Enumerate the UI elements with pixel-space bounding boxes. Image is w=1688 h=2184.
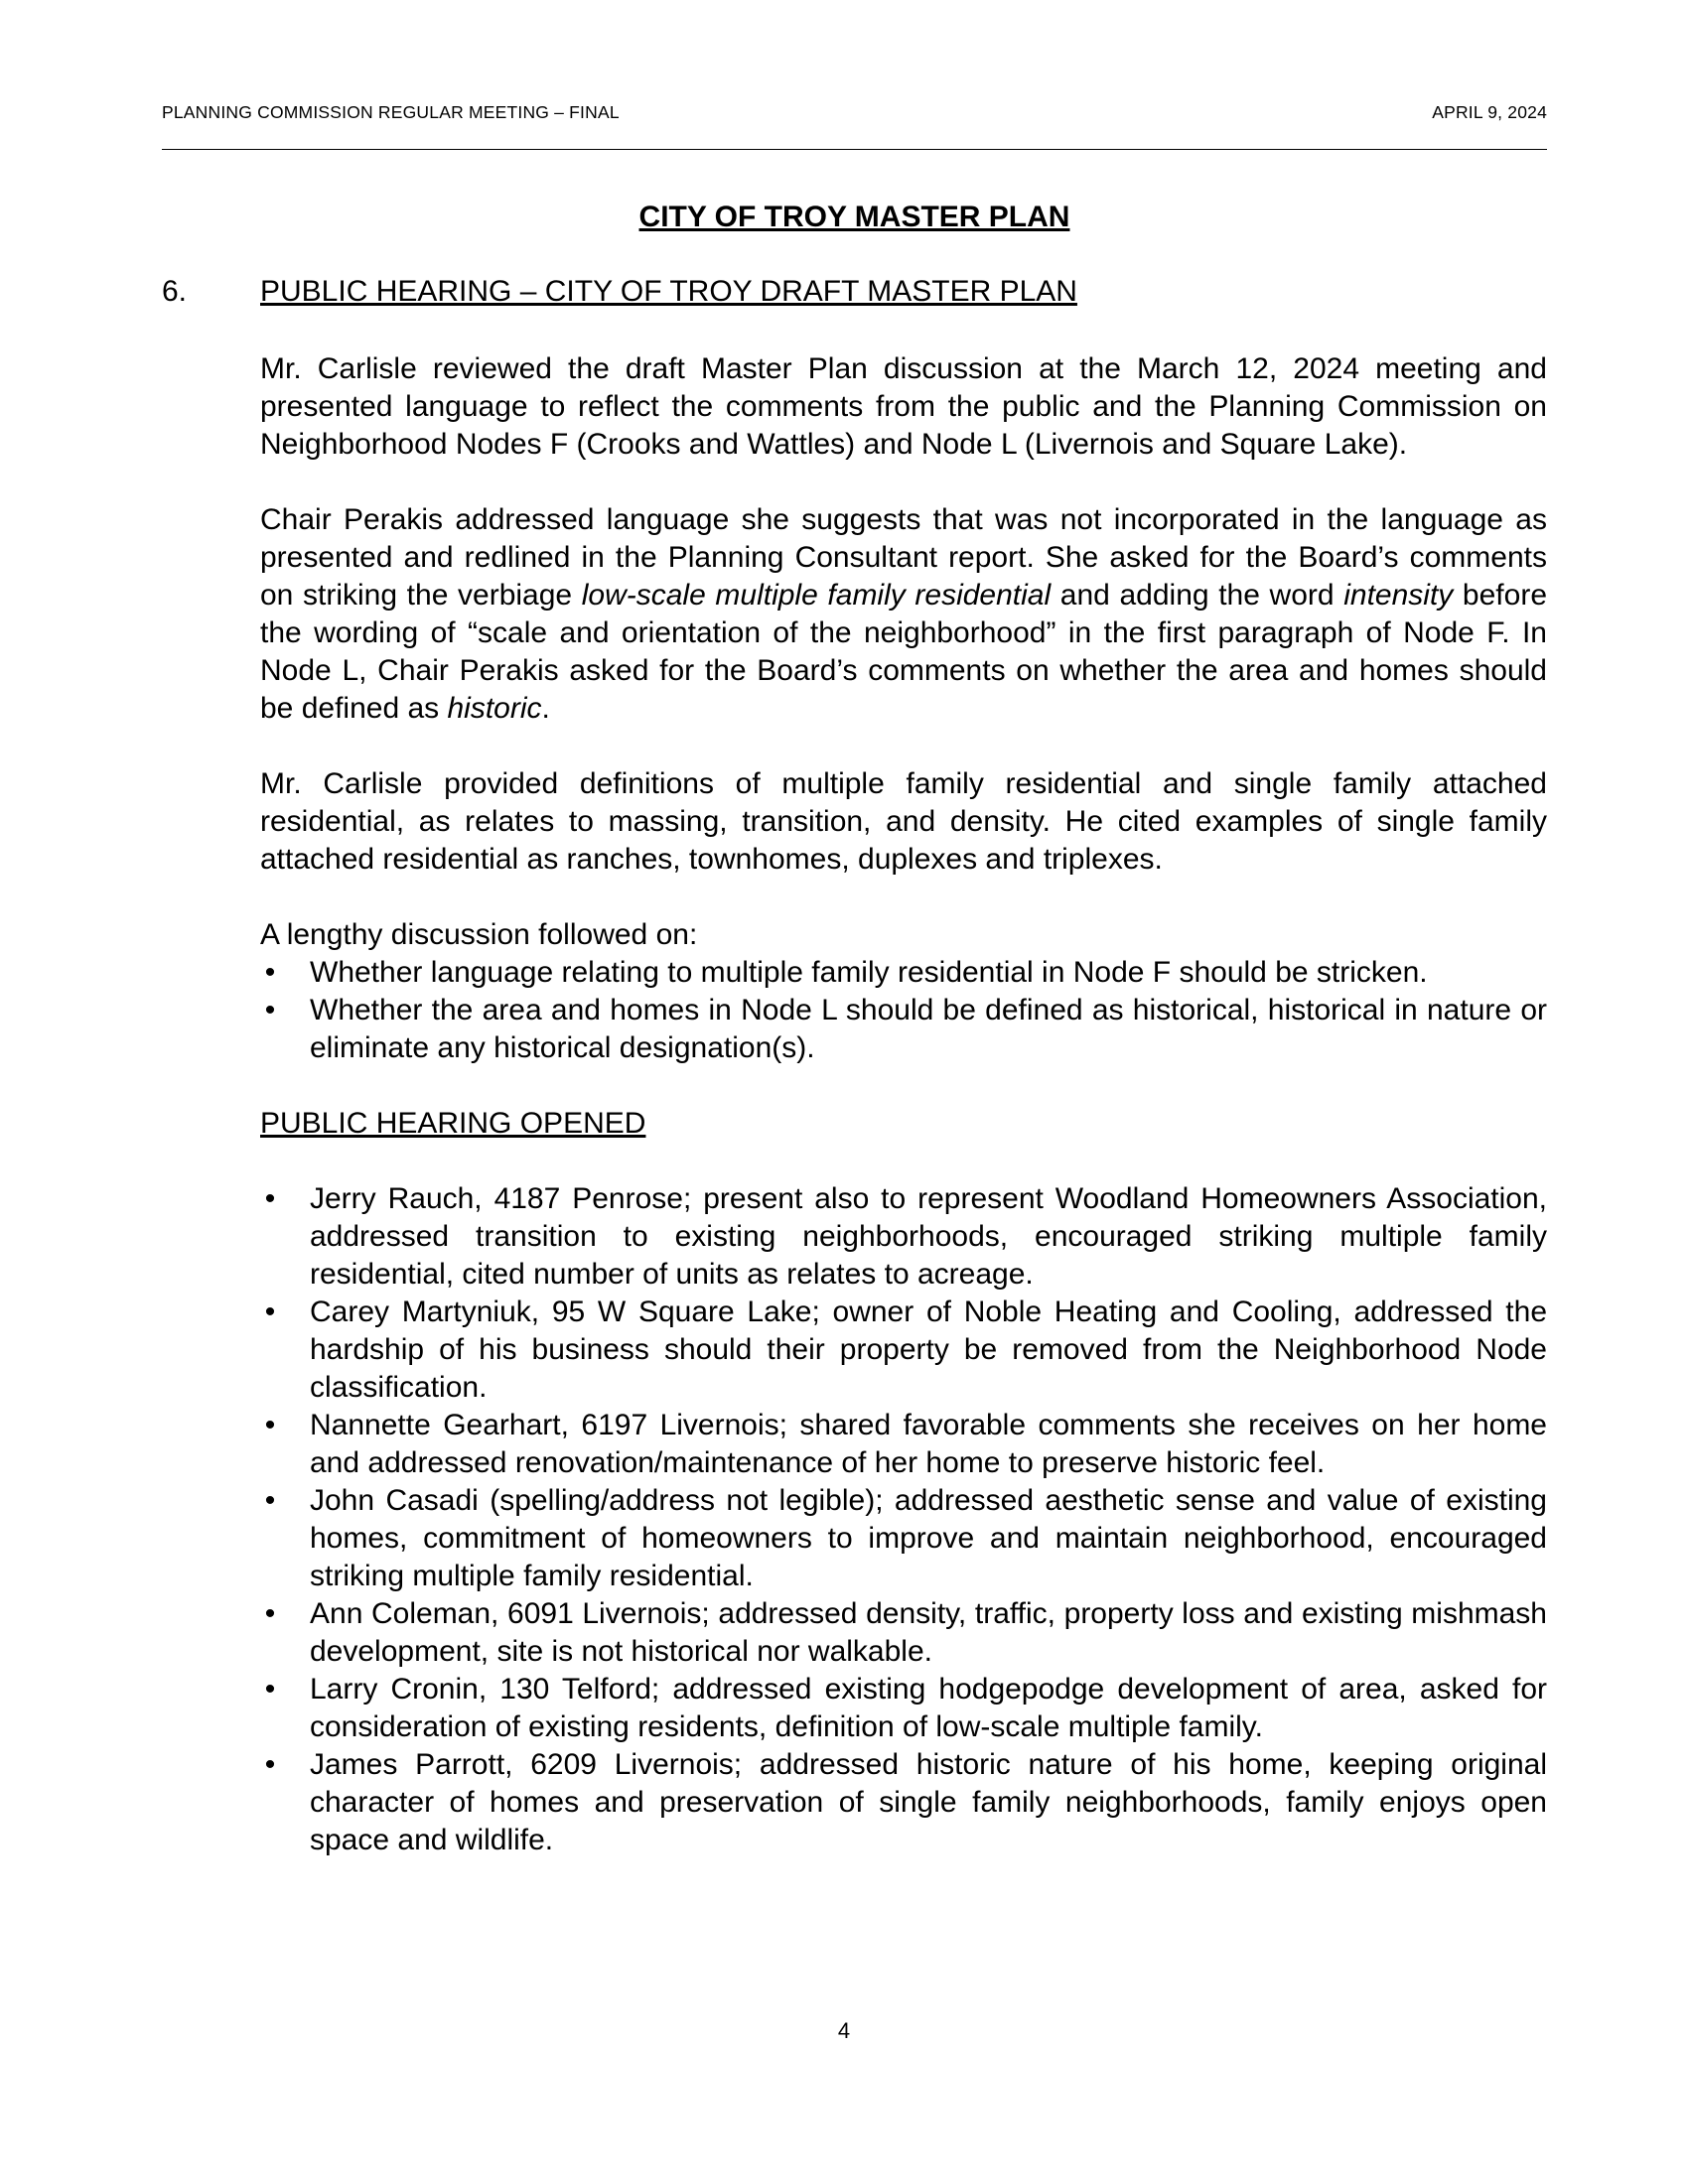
discussion-list xyxy=(260,954,1547,1067)
italic-text-run: intensity xyxy=(1343,579,1454,612)
list-item-text: Carey Martyniuk, 95 W Square Lake; owner of Noble Heating and Cooling, addressed the hardship of his business should their property be removed from the Neighborhood Node classification. xyxy=(310,1296,1547,1404)
public-hearing-heading: PUBLIC HEARING OPENED xyxy=(260,1107,646,1140)
italic-text-run: low-scale multiple family residential xyxy=(581,579,1052,612)
paragraph-review: Mr. Carlisle reviewed the draft Master Plan discussion at the March 12, 2024 meeting and presented language to reflect the comments from the public and the Planning Commission on Neighborhood Nodes F (Crooks and Wattles) and Node L (Livernois and Square Lake). xyxy=(260,352,1547,461)
list-item-text: Whether the area and homes in Node L should be defined as historical, historical in nature or eliminate any historical designation(s). xyxy=(310,994,1547,1064)
paragraph-discussion-intro: A lengthy discussion followed on: xyxy=(260,918,698,951)
list-item xyxy=(260,1671,1547,1746)
list-item xyxy=(260,1595,1547,1671)
list-item-text: Jerry Rauch, 4187 Penrose; present also to represent Woodland Homeowners Association, addressed transition to existing neighborhoods, encouraged striking multiple family residential, cited number of units as relates to acreage. xyxy=(310,1182,1547,1291)
bullet-icon: • xyxy=(264,1748,276,1781)
bullet-icon: • xyxy=(264,956,276,989)
list-item xyxy=(260,1746,1547,1859)
list-item-text: James Parrott, 6209 Livernois; addressed historic nature of his home, keeping original character of homes and preservation of single family neighborhoods, family enjoys open space and wildlife. xyxy=(310,1748,1547,1856)
list-item xyxy=(260,1482,1547,1595)
text-run: and adding the word xyxy=(1051,579,1344,612)
paragraph-definitions: Mr. Carlisle provided definitions of multiple family residential and single family attached residential, as relates to massing, transition, and density. He cited examples of single family attached residential as ranches, townhomes, duplexes and triplexes. xyxy=(260,767,1547,876)
bullet-icon: • xyxy=(264,1182,276,1215)
bullet-icon: • xyxy=(264,1484,276,1517)
text-run: Chair Perakis addressed language she suggests that was not incorporated in the language as presented and redlined in the Planning Consultant report. She asked for the Board’s comments on striking the verbiage xyxy=(260,503,1547,612)
text-run: before the wording of “scale and orientation of the neighborhood” in the first paragraph of Node F. In Node L, Chair Perakis asked for the Board’s comments on whether the area and homes should be defined as xyxy=(260,579,1547,725)
italic-text-run: historic xyxy=(447,692,542,725)
list-item-text: Larry Cronin, 130 Telford; addressed existing hodgepodge development of area, asked for consideration of existing residents, definition of low-scale multiple family. xyxy=(310,1673,1547,1743)
list-item xyxy=(260,954,1547,992)
speaker-list xyxy=(260,1180,1547,1859)
list-item-text: Nannette Gearhart, 6197 Livernois; shared favorable comments she receives on her home and addressed renovation/maintenance of her home to preserve historic feel. xyxy=(310,1409,1547,1479)
bullet-icon: • xyxy=(264,1673,276,1706)
header-meeting-title: PLANNING COMMISSION REGULAR MEETING – FINAL xyxy=(162,102,620,122)
section-number: 6. xyxy=(162,275,188,308)
list-item-text: Ann Coleman, 6091 Livernois; addressed density, traffic, property loss and existing mishmash development, site is not historical nor walkable. xyxy=(310,1597,1547,1668)
header-divider xyxy=(162,149,1547,150)
bullet-icon: • xyxy=(264,1409,276,1441)
header-date: APRIL 9, 2024 xyxy=(1432,102,1547,122)
section-title: PUBLIC HEARING – CITY OF TROY DRAFT MASTER PLAN xyxy=(260,275,1077,308)
list-item xyxy=(260,992,1547,1067)
bullet-icon: • xyxy=(264,1597,276,1630)
page-number: 4 xyxy=(837,2018,851,2043)
document-body xyxy=(260,350,1547,1859)
paragraph-chair-comments xyxy=(260,501,1547,728)
document-title: CITY OF TROY MASTER PLAN xyxy=(638,201,1070,233)
list-item xyxy=(260,1294,1547,1407)
list-item-text: Whether language relating to multiple family residential in Node F should be stricken. xyxy=(310,956,1428,989)
bullet-icon: • xyxy=(264,1296,276,1328)
list-item xyxy=(260,1407,1547,1482)
list-item-text: John Casadi (spelling/address not legible); addressed aesthetic sense and value of existing homes, commitment of homeowners to improve and maintain neighborhood, encouraged striking multiple family residential. xyxy=(310,1484,1547,1592)
list-item xyxy=(260,1180,1547,1294)
bullet-icon: • xyxy=(264,994,276,1026)
page-header xyxy=(162,102,1547,124)
text-run: . xyxy=(541,692,550,725)
